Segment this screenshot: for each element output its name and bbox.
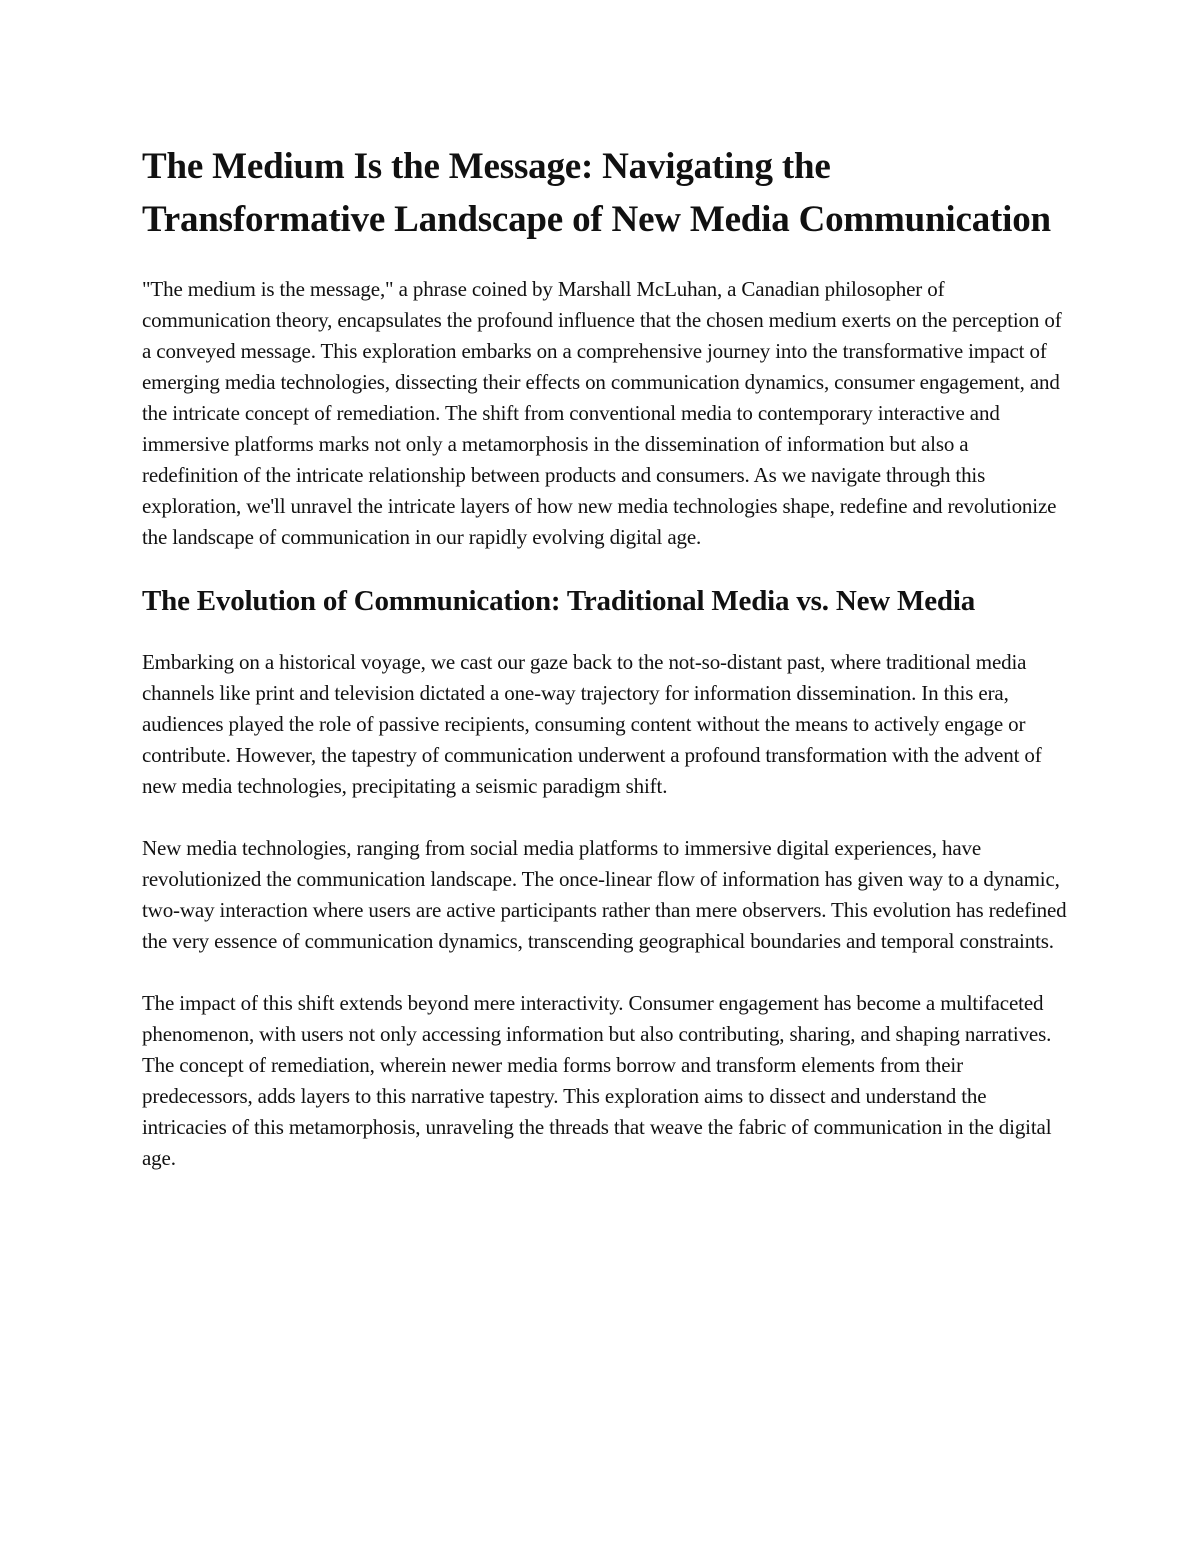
section-paragraph-2: New media technologies, ranging from social media platforms to immersive digital experiences, have revolutionized the communication landscape. The once-linear flow of information has given way to a dynamic, two-way interaction where users are active participants rather than mere observers. This evolution has redefined the very essence of communication dynamics, transcending geographical boundaries and temporal constraints.	[142, 836, 1067, 953]
section-paragraph-3: The impact of this shift extends beyond mere interactivity. Consumer engagement has become a multifaceted phenomenon, with users not only accessing information but also contributing, sharing, and shaping narratives. The concept of remediation, wherein newer media forms borrow and transform elements from their predecessors, adds layers to this narrative tapestry. This exploration aims to dissect and understand the intricacies of this metamorphosis, unraveling the threads that weave the fabric of communication in the digital age.	[142, 991, 1052, 1170]
section-paragraph-1: Embarking on a historical voyage, we cast our gaze back to the not-so-distant past, where traditional media channels like print and television dictated a one-way trajectory for information dissemination. In this era, audiences played the role of passive recipients, consuming content without the means to actively engage or contribute. However, the tapestry of communication underwent a profound transformation with the advent of new media technologies, precipitating a seismic paradigm shift.	[142, 650, 1042, 798]
document-title: The Medium Is the Message: Navigating the Transformative Landscape of New Media Communication	[142, 146, 1051, 240]
section-heading: The Evolution of Communication: Traditional Media vs. New Media	[142, 585, 975, 617]
intro-paragraph: "The medium is the message," a phrase coined by Marshall McLuhan, a Canadian philosopher of communication theory, encapsulates the profound influence that the chosen medium exerts on the perception of a conveyed message. This exploration embarks on a comprehensive journey into the transformative impact of emerging media technologies, dissecting their effects on communication dynamics, consumer engagement, and the intricate concept of remediation. The shift from conventional media to contemporary interactive and immersive platforms marks not only a metamorphosis in the dissemination of information but also a redefinition of the intricate relationship between products and consumers. As we navigate through this exploration, we'll unravel the intricate layers of how new media technologies shape, redefine and revolutionize the landscape of communication in our rapidly evolving digital age.	[142, 277, 1062, 549]
document-content	[142, 140, 1067, 1174]
